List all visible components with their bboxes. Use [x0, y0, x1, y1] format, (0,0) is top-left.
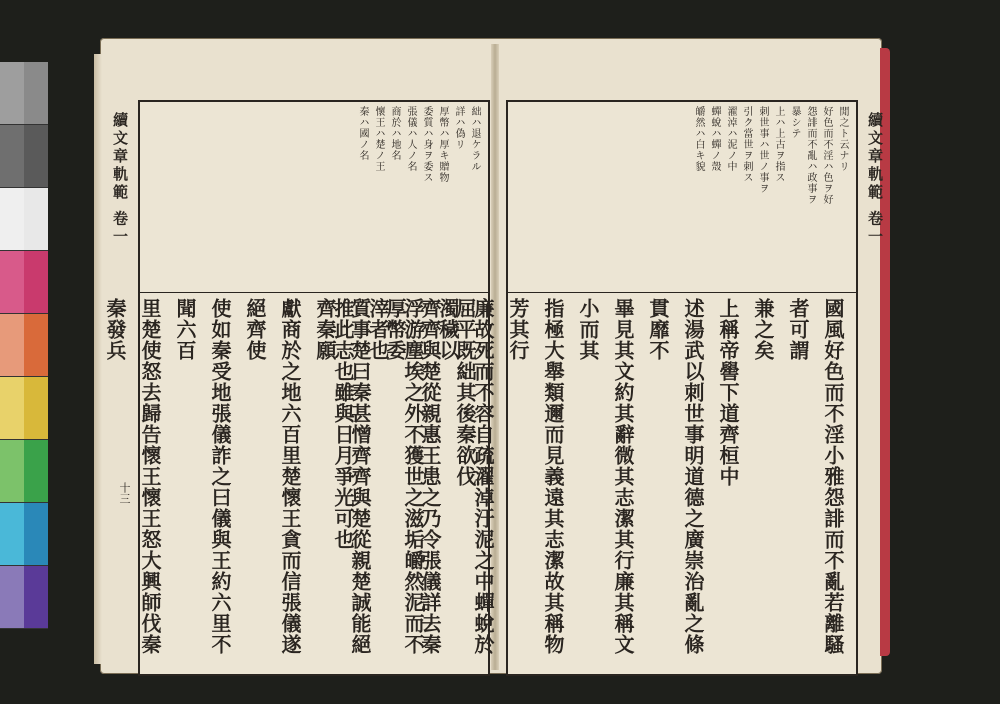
color-swatch: [0, 314, 24, 377]
text-line: 使如秦受地張儀詐之曰儀與王約六里不聞六百: [173, 298, 232, 655]
color-swatch: [24, 503, 48, 566]
text-line: 浮游塵埃之外不獲世之滋垢皭然泥而不滓者也: [366, 298, 425, 655]
annotation-line: 委質ハ身ヲ委ス: [421, 106, 432, 183]
text-line: 齊齊與楚從親惠王患之乃令張儀詳去秦厚幣委: [383, 298, 442, 655]
text-line: 國風好色而不淫小雅怨誹而不亂若離騷者可謂: [786, 298, 845, 655]
open-book: [100, 38, 882, 674]
annotation-line: 秦ハ國ノ名: [357, 106, 368, 161]
color-swatch: [24, 440, 48, 503]
color-swatch: [0, 503, 24, 566]
color-swatch: [24, 62, 48, 125]
annotation-line: 引ク當世ヲ刺ス: [741, 106, 752, 183]
color-calibration-strip: [0, 62, 48, 630]
text-line: 質事楚曰秦甚憎齊齊與楚從親楚誠能絕齊秦願: [313, 298, 372, 655]
annotation-line: 暴シテ: [789, 106, 800, 139]
color-swatch: [24, 377, 48, 440]
color-swatch: [0, 62, 24, 125]
annotation-line: 懷王ハ楚ノ王: [373, 106, 384, 172]
color-swatch: [24, 125, 48, 188]
annotation-line: 蟬蛻ハ蟬ノ殼: [709, 106, 720, 172]
left-page-header: 續文章軌範 卷一: [111, 112, 129, 247]
text-line: 獻商於之地六百里楚懷王貪而信張儀遂絕齊使: [243, 298, 302, 655]
color-swatch: [0, 251, 24, 314]
color-swatch: [24, 188, 48, 251]
annotation-line: 上ハ上古ヲ指ス: [773, 106, 784, 183]
text-line: 里楚使怒去歸告懷王懷王怒大興師伐秦秦發兵: [103, 298, 162, 655]
text-line: 廉故死而不容自疏濯淖汙泥之中蟬蛻於濁穢以: [436, 298, 495, 655]
annotation-line: 怨誹而不亂ハ政事ヲ: [805, 106, 816, 205]
annotation-line: 詳ハ偽リ: [453, 106, 464, 150]
right-page-annotations: [514, 106, 850, 288]
annotation-line: 好色而不淫ハ色ヲ好: [821, 106, 832, 205]
color-swatch: [0, 440, 24, 503]
text-line: 畢見其文約其辭微其志潔其行廉其稱文小而其: [576, 298, 635, 655]
color-swatch: [24, 251, 48, 314]
annotation-line: 閒之ト云ナリ: [837, 106, 848, 172]
annotation-line: 刺世事ハ世ノ事ヲ: [757, 106, 768, 194]
page-number: 十三: [118, 482, 131, 504]
left-page-annotations: [146, 106, 482, 288]
annotation-line: 張儀ハ人ノ名: [405, 106, 416, 172]
color-swatch: [0, 188, 24, 251]
text-line: 指極大舉類邇而見義遠其志潔故其稱物芳其行: [506, 298, 565, 655]
color-swatch: [0, 125, 24, 188]
text-line: 述湯武以刺世事明道德之廣崇治亂之條貫靡不: [646, 298, 705, 655]
annotation-line: 厚幣ハ厚キ贈物: [437, 106, 448, 183]
section-divider: [508, 292, 856, 293]
color-swatch: [24, 314, 48, 377]
text-line: 上稱帝嚳下道齊桓中: [716, 298, 740, 487]
text-line: 推此志也雖與日月爭光可也: [331, 298, 355, 550]
annotation-line: 皭然ハ白キ貌: [693, 106, 704, 172]
color-swatch: [0, 566, 24, 629]
annotation-line: 絀ハ退ケラル: [469, 106, 480, 172]
section-divider: [140, 292, 488, 293]
color-swatch: [24, 566, 48, 629]
text-line: 屈平既絀其後秦欲伐: [453, 298, 477, 487]
annotation-line: 濯淖ハ泥ノ中: [725, 106, 736, 172]
annotation-line: 商於ハ地名: [389, 106, 400, 161]
right-page-header: 續文章軌範 卷一: [866, 112, 884, 247]
text-line: 兼之矣: [751, 298, 775, 361]
color-swatch: [0, 377, 24, 440]
